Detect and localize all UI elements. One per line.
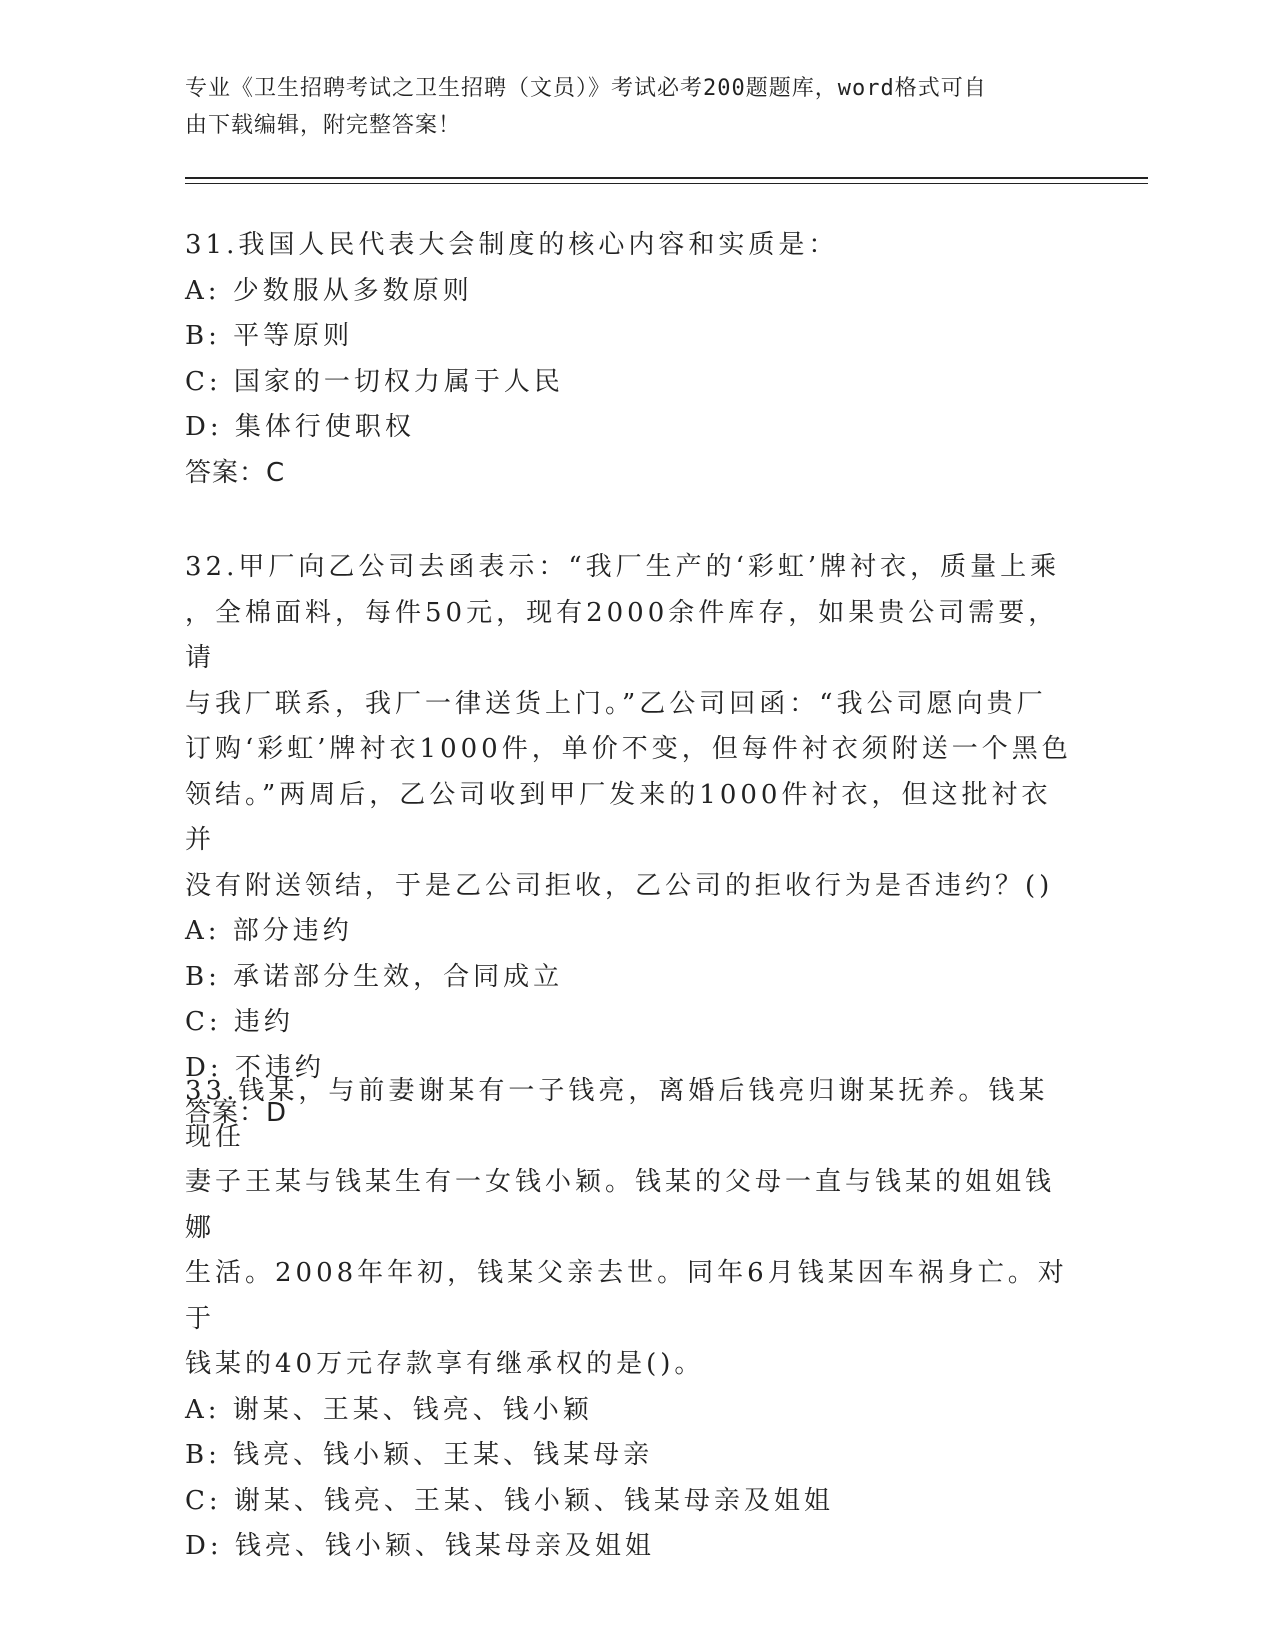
answer-label: 答案：D <box>185 1098 288 1128</box>
option-c: C: 谢某、钱亮、王某、钱小颖、钱某母亲及姐姐 <box>185 1485 834 1516</box>
header-divider-thick <box>185 177 1148 179</box>
question-33 <box>185 1069 1075 1570</box>
question-stem-line: 没有附送领结，于是乙公司拒收，乙公司的拒收行为是否违约？() <box>185 870 1054 901</box>
question-stem-line: 与我厂联系，我厂一律送货上门。”乙公司回函：“我公司愿向贵厂 <box>185 688 1047 719</box>
option-a: A: 部分违约 <box>185 916 353 946</box>
question-stem-line: 订购‘彩虹’牌衬衣1000件，单价不变，但每件衬衣须附送一个黑色 <box>185 734 1072 764</box>
option-b: B: 承诺部分生效，合同成立 <box>185 961 564 992</box>
option-c: C: 违约 <box>185 1007 294 1037</box>
question-stem-line: 妻子王某与钱某生有一女钱小颖。钱某的父母一直与钱某的姐姐钱娜 <box>185 1167 1056 1243</box>
option-a: A: 少数服从多数原则 <box>185 275 473 306</box>
question-stem-line: 生活。2008年年初，钱某父亲去世。同年6月钱某因车祸身亡。对于 <box>185 1258 1068 1334</box>
question-stem-line: 33.钱某，与前妻谢某有一子钱亮，离婚后钱亮归谢某抚养。钱某现任 <box>185 1076 1049 1152</box>
option-d: D: 不违约 <box>185 1052 325 1083</box>
option-d: D: 钱亮、钱小颖、钱某母亲及姐姐 <box>185 1531 655 1561</box>
question-stem-line: 钱某的40万元存款享有继承权的是()。 <box>185 1349 705 1379</box>
option-c: C: 国家的一切权力属于人民 <box>185 366 564 397</box>
option-d: D: 集体行使职权 <box>185 412 415 442</box>
header-line-1: 专业《卫生招聘考试之卫生招聘（文员）》考试必考200题题库，word格式可自 <box>185 76 987 101</box>
question-32 <box>185 545 1075 1137</box>
header-line-2: 由下载编辑，附完整答案！ <box>185 113 462 138</box>
option-b: B: 钱亮、钱小颖、王某、钱某母亲 <box>185 1440 654 1470</box>
option-b: B: 平等原则 <box>185 321 354 351</box>
answer-label: 答案：C <box>185 457 286 488</box>
question-stem-line: ，全棉面料，每件50元，现有2000余件库存，如果贵公司需要，请 <box>185 597 1059 673</box>
document-header <box>185 70 1075 144</box>
option-a: A: 谢某、王某、钱亮、钱小颖 <box>185 1394 593 1425</box>
question-stem-line: 32.甲厂向乙公司去函表示：“我厂生产的‘彩虹’牌衬衣，质量上乘 <box>185 552 1061 582</box>
header-divider-thin <box>185 183 1148 184</box>
question-31 <box>185 223 1075 496</box>
question-stem: 31.我国人民代表大会制度的核心内容和实质是： <box>185 230 839 260</box>
question-stem-line: 领结。”两周后，乙公司收到甲厂发来的1000件衬衣，但这批衬衣并 <box>185 779 1052 855</box>
